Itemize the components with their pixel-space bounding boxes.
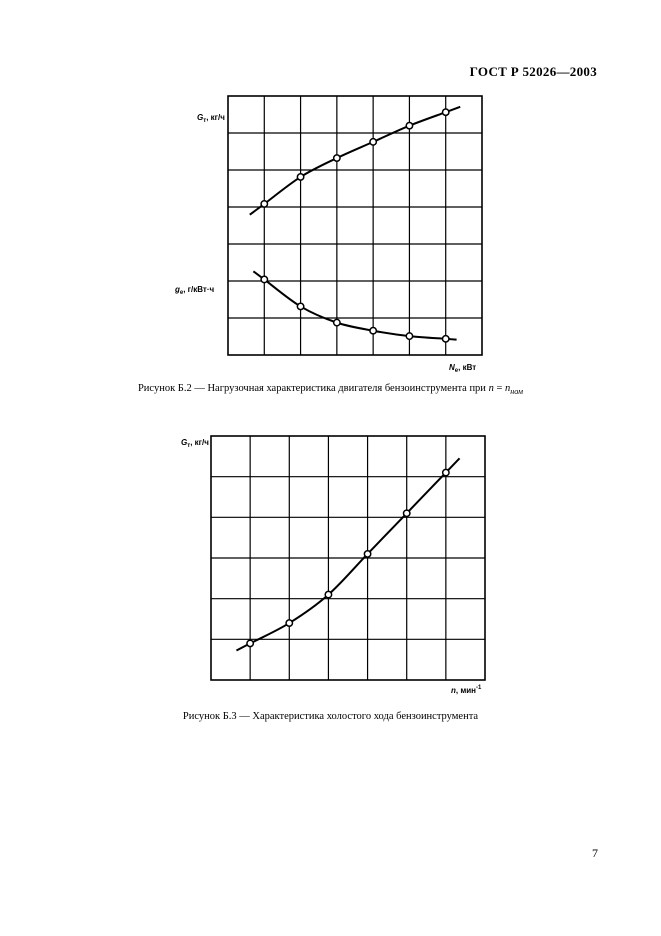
document-header: ГОСТ Р 52026—2003 [469,64,597,79]
data-point [247,640,253,646]
figure-b2-y-label-ge: $g_е$, г/кВт·ч [175,285,215,296]
data-point [286,620,292,626]
data-point [404,510,410,516]
figure-b2-caption: Рисунок Б.2 — Нагрузочная характеристика двигателя бензоинструмента при $n = n_{ном}$ [137,383,524,397]
data-point [443,469,449,475]
data-point [364,551,370,557]
data-point [325,591,331,597]
figure-b2-y-label-gt: $G_т$, кг/ч [197,113,225,124]
figure-b3-y-label: $G_т$, кг/ч [181,438,209,449]
page-number: 7 [592,846,598,860]
figure-b3-curves [236,458,459,650]
figure-b2-x-label: $N_е$, кВт [449,363,477,374]
series-curve [236,458,459,650]
figure-b3-x-label: n, мин$^{-1}$ [451,685,482,695]
figure-b3-caption: Рисунок Б.3 — Характеристика холостого хода бензоинструмента [182,711,479,722]
